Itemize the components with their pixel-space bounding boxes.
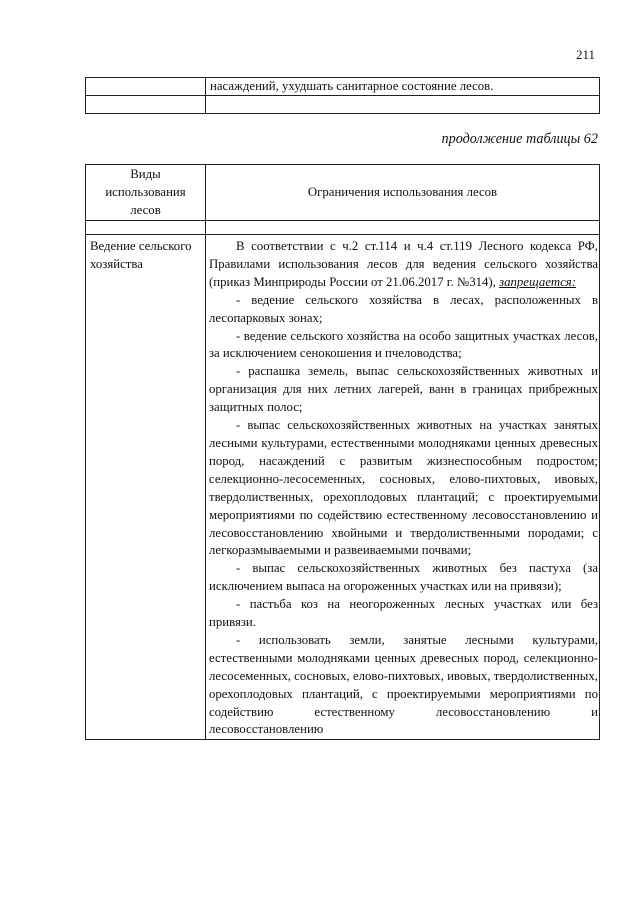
- restriction-item: - выпас сельскохозяйственных животных на участках занятых лесными культурами, естественными молодняками ценных древесных пород, насаждений с развитым жизнеспособным подростом; селекционно-лесосеменных, сосновых, елово-пихтовых, ивовых, твердолиственных, орехоплодовых плантаций; с проектируемыми мероприятиями по содействию естественному лесовосстановлению и лесовосстановлению хвойными и твердолиственными породами; с легкоразмываемыми и развеиваемыми почвами;: [209, 418, 598, 558]
- header-restrictions: Ограничения использования лесов: [206, 165, 600, 221]
- table-cell: [86, 96, 206, 114]
- table-row: [86, 78, 600, 96]
- table-header-row: [86, 165, 600, 221]
- use-type-cell: Ведение сельского хозяйства: [86, 235, 206, 740]
- table-cell: [86, 221, 206, 235]
- table-row: [86, 235, 600, 740]
- table-row: [86, 96, 600, 114]
- table-row-empty: [86, 221, 600, 235]
- previous-table-fragment: [85, 77, 600, 114]
- table-cell: [206, 96, 600, 114]
- restriction-item: - пастьба коз на неогороженных лесных участках или без привязи.: [209, 597, 598, 630]
- restriction-item: - ведение сельского хозяйства в лесах, расположенных в лесопарковых зонах;: [209, 292, 598, 325]
- restrictions-cell: [206, 235, 600, 740]
- intro-text: В соответствии с ч.2 ст.114 и ч.4 ст.119 Лесного кодекса РФ, Правилами использования лесов для ведения сельского хозяйства (приказ Минприроды России от 21.06.2017 г. №314),: [209, 239, 598, 289]
- page-number: 211: [575, 47, 595, 62]
- header-use-type: Виды использования лесов: [86, 165, 206, 221]
- restriction-item: - ведение сельского хозяйства на особо защитных участках лесов, за исключением сенокошения и пчеловодства;: [209, 328, 598, 361]
- forbidden-label: запрещается:: [499, 274, 576, 289]
- restriction-item: - использовать земли, занятые лесными культурами, естественными молодняками ценных древесных пород, селекционно-лесосеменных, сосновых, елово-пихтовых, ивовых, твердолиственных, орехоплодовых плантаций, с проектируемыми мероприятиями по содействию естественному лесовосстановлению и лесовосстановлению: [209, 632, 598, 737]
- intro-paragraph: [209, 238, 598, 292]
- table-cell: [86, 78, 206, 96]
- table-cell: насаждений, ухудшать санитарное состояние лесов.: [206, 78, 600, 96]
- restriction-item: - распашка земель, выпас сельскохозяйственных животных и организация для них летних лагерей, ванн в границах прибрежных защитных полос;: [209, 364, 598, 415]
- table-continuation-label: продолжение таблицы 62: [441, 131, 598, 147]
- restrictions-table: [85, 164, 600, 740]
- table-cell: [206, 221, 600, 235]
- restriction-item: - выпас сельскохозяйственных животных без пастуха (за исключением выпаса на огороженных участках или на привязи);: [209, 561, 598, 594]
